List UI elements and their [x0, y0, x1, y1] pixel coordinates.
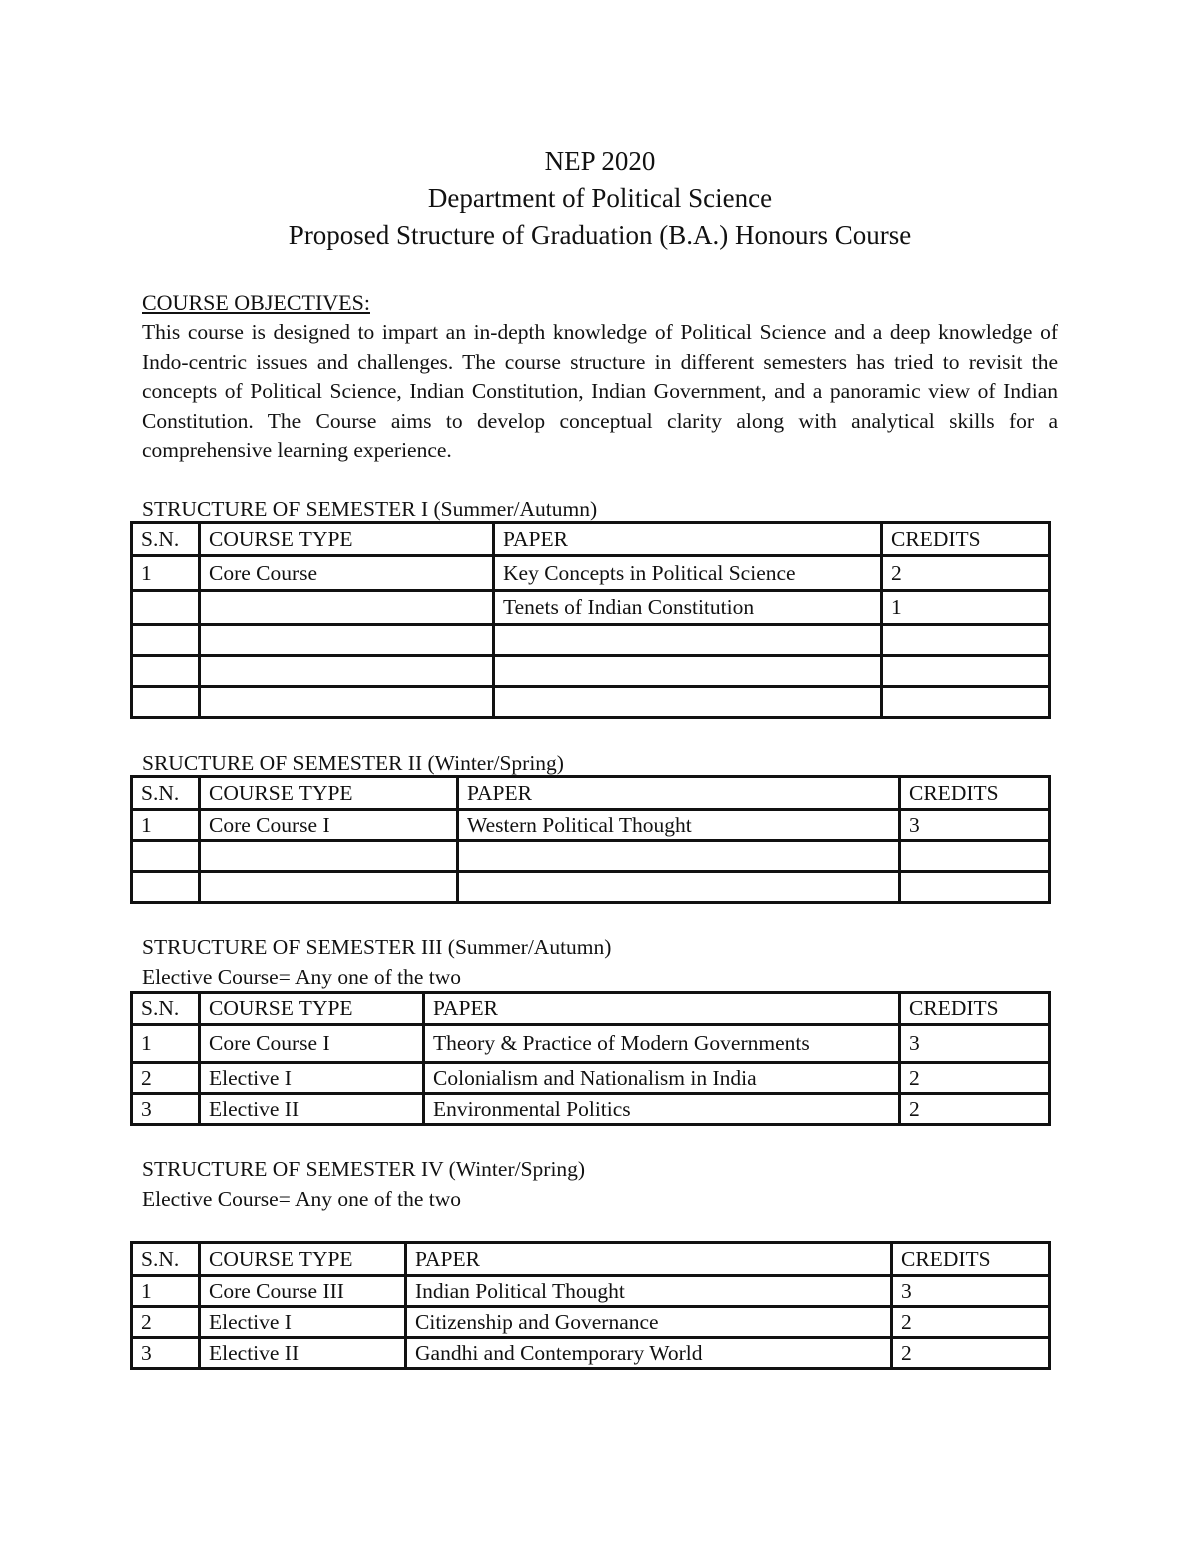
header-cell: S.N. [132, 993, 200, 1025]
header-cell: CREDITS [882, 523, 1050, 556]
table-cell [458, 841, 900, 872]
table-cell: Elective II [200, 1338, 406, 1369]
header-cell: CREDITS [900, 993, 1050, 1025]
table-cell: Elective I [200, 1307, 406, 1338]
header-cell: PAPER [494, 523, 882, 556]
table-cell: 3 [900, 1025, 1050, 1063]
objectives-paragraph: This course is designed to impart an in-depth knowledge of Political Science and a deep knowledge of Indo-centric issues and challenges. The course structure in different semesters has tried to revisit the concepts of Political Science, Indian Constitution, Indian Government, and a panoramic view of Indian Constitution. The Course aims to develop conceptual clarity along with analytical skills for a comprehensive learning experience. [142, 320, 1058, 462]
table-cell [900, 872, 1050, 903]
table-header-row [132, 523, 1050, 556]
table-row [132, 591, 1050, 625]
header-cell: PAPER [458, 777, 900, 810]
semester-3-note: Elective Course= Any one of the two [142, 965, 462, 989]
header-cell: S.N. [132, 1243, 200, 1276]
table-cell [132, 872, 200, 903]
table-cell: Theory & Practice of Modern Governments [424, 1025, 900, 1063]
table-cell [882, 625, 1050, 656]
table-cell: Gandhi and Contemporary World [406, 1338, 892, 1369]
table-row [132, 1338, 1050, 1369]
header-line-2: Department of Political Science [427, 183, 773, 213]
table-row [132, 1276, 1050, 1307]
table-cell: 1 [132, 1025, 200, 1063]
table-cell [494, 625, 882, 656]
table-cell: Core Course I [200, 1025, 424, 1063]
table-cell [200, 841, 458, 872]
header-cell: CREDITS [900, 777, 1050, 810]
table-cell: Colonialism and Nationalism in India [424, 1063, 900, 1094]
semester-1-table [130, 521, 1051, 719]
table-row [132, 1025, 1050, 1063]
table-cell [132, 841, 200, 872]
semester-3-title: STRUCTURE OF SEMESTER III (Summer/Autumn) [142, 935, 612, 959]
table-cell: 2 [892, 1338, 1050, 1369]
semester-1-title: STRUCTURE OF SEMESTER I (Summer/Autumn) [142, 497, 598, 521]
table-cell: Tenets of Indian Constitution [494, 591, 882, 625]
document-header [0, 143, 1200, 254]
table-row [132, 625, 1050, 656]
header-cell: COURSE TYPE [200, 777, 458, 810]
table-cell [132, 625, 200, 656]
table-cell [882, 687, 1050, 718]
table-header-row [132, 777, 1050, 810]
table-cell [494, 687, 882, 718]
header-cell: PAPER [424, 993, 900, 1025]
table-cell: Elective II [200, 1094, 424, 1125]
table-header-row [132, 993, 1050, 1025]
table-row [132, 810, 1050, 841]
header-line-3: Proposed Structure of Graduation (B.A.) Honours Course [288, 220, 912, 250]
table-cell [132, 591, 200, 625]
table-cell: Environmental Politics [424, 1094, 900, 1125]
table-cell [200, 625, 494, 656]
table-cell: Core Course III [200, 1276, 406, 1307]
table-row [132, 872, 1050, 903]
table-cell: Indian Political Thought [406, 1276, 892, 1307]
table-cell [458, 872, 900, 903]
semester-2-title: SRUCTURE OF SEMESTER II (Winter/Spring) [142, 751, 564, 775]
table-cell: Key Concepts in Political Science [494, 556, 882, 591]
table-cell [132, 656, 200, 687]
table-header-row [132, 1243, 1050, 1276]
table-row [132, 841, 1050, 872]
table-cell: 3 [132, 1094, 200, 1125]
table-cell: 2 [900, 1094, 1050, 1125]
table-row [132, 1094, 1050, 1125]
semester-3-table [130, 991, 1051, 1126]
table-cell: 1 [882, 591, 1050, 625]
table-cell: Core Course [200, 556, 494, 591]
header-line-1: NEP 2020 [544, 146, 656, 176]
table-cell: 2 [882, 556, 1050, 591]
header-cell: PAPER [406, 1243, 892, 1276]
header-cell: COURSE TYPE [200, 993, 424, 1025]
header-cell: COURSE TYPE [200, 1243, 406, 1276]
table-cell [132, 687, 200, 718]
table-row [132, 1063, 1050, 1094]
table-cell: 3 [892, 1276, 1050, 1307]
table-cell [900, 841, 1050, 872]
table-cell [200, 687, 494, 718]
table-cell: 1 [132, 1276, 200, 1307]
table-cell: 2 [892, 1307, 1050, 1338]
semester-4-title: STRUCTURE OF SEMESTER IV (Winter/Spring) [142, 1157, 586, 1181]
table-cell: 3 [900, 810, 1050, 841]
table-cell: 2 [900, 1063, 1050, 1094]
table-row [132, 1307, 1050, 1338]
header-cell: CREDITS [892, 1243, 1050, 1276]
table-cell: 2 [132, 1063, 200, 1094]
table-row [132, 687, 1050, 718]
table-cell: Elective I [200, 1063, 424, 1094]
table-cell [882, 656, 1050, 687]
objectives-heading: COURSE OBJECTIVES: [142, 290, 370, 315]
table-cell: Citizenship and Governance [406, 1307, 892, 1338]
table-row [132, 656, 1050, 687]
table-cell: 1 [132, 556, 200, 591]
semester-4-table [130, 1241, 1051, 1370]
table-cell [494, 656, 882, 687]
table-cell: 3 [132, 1338, 200, 1369]
table-cell [200, 656, 494, 687]
table-cell: 1 [132, 810, 200, 841]
header-cell: S.N. [132, 523, 200, 556]
header-cell: S.N. [132, 777, 200, 810]
semester-2-table [130, 775, 1051, 904]
table-cell [200, 872, 458, 903]
table-row [132, 556, 1050, 591]
table-cell: 2 [132, 1307, 200, 1338]
table-cell: Core Course I [200, 810, 458, 841]
table-cell: Western Political Thought [458, 810, 900, 841]
semester-4-note: Elective Course= Any one of the two [142, 1187, 462, 1211]
table-cell [200, 591, 494, 625]
header-cell: COURSE TYPE [200, 523, 494, 556]
